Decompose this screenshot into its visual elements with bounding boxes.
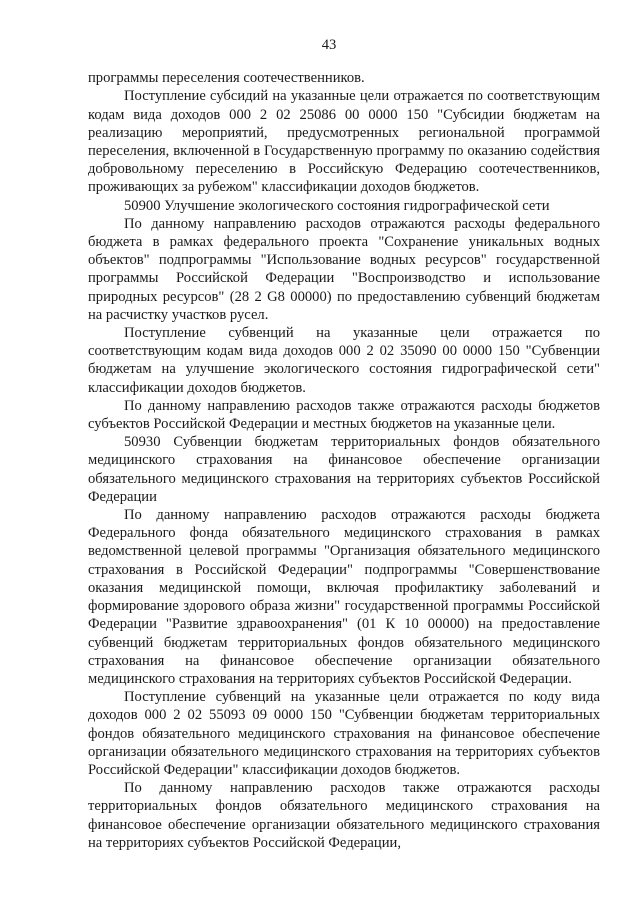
paragraph: 50930 Субвенции бюджетам территориальных фондов обязательного медицинского страхования на финансовое обеспечение организации обязательного медицинского страхования на территориях субъектов Российской Федерации xyxy=(88,434,600,505)
paragraph: По данному направлению расходов также отражаются расходы территориальных фондов обязательного медицинского страхования на финансовое обеспечение организации обязательного медицинского страхования на территориях субъектов Российской Федерации, xyxy=(88,780,600,851)
page-number: 43 xyxy=(321,37,337,53)
paragraph-list xyxy=(88,69,600,852)
paragraph: По данному направлению расходов отражаются расходы федерального бюджета в рамках федерального проекта "Сохранение уникальных водных объектов" подпрограммы "Использование водных ресурсов" государственной программы Российской Федерации "Воспроизводство и использование природных ресурсов" (28 2 G8 00000) по предоставлению субвенций бюджетам на расчистку участков русел. xyxy=(88,215,600,323)
paragraph: программы переселения соотечественников. xyxy=(88,70,365,87)
paragraph: Поступление субвенций на указанные цели отражается по коду вида доходов 000 2 02 55093 09 0000 150 "Субвенции бюджетам территориальных фондов обязательного медицинского страхования на финансовое обеспечение организации обязательного медицинского страхования на территориях субъектов Российской Федерации" классификации доходов бюджетов. xyxy=(88,689,600,778)
paragraph: 50900 Улучшение экологического состояния гидрографической сети xyxy=(124,197,550,214)
paragraph: Поступление субвенций на указанные цели отражается по соответствующим кодам вида доходов 000 2 02 35090 00 0000 150 "Субвенции бюджетам на улучшение экологического состояния гидрографической сети" классификации доходов бюджетов. xyxy=(88,325,600,396)
paragraph: По данному направлению расходов также отражаются расходы бюджетов субъектов Российской Федерации и местных бюджетов на указанные цели. xyxy=(88,397,600,433)
document-page xyxy=(88,36,600,852)
paragraph: Поступление субсидий на указанные цели отражается по соответствующим кодам вида доходов 000 2 02 25086 00 0000 150 "Субсидии бюджетам на реализацию мероприятий, предусмотренных региональной программой переселения, включенной в Государственную программу по оказанию содействия добровольному переселению в Российскую Федерацию соотечественников, проживающих за рубежом" классификации доходов бюджетов. xyxy=(88,88,600,196)
paragraph: По данному направлению расходов отражаются расходы бюджета Федерального фонда обязательного медицинского страхования в рамках ведомственной целевой программы "Организация обязательного медицинского страхования в Российской Федерации" подпрограммы "Совершенствование оказания медицинской помощи, включая профилактику заболеваний и формирование здорового образа жизни" государственной программы Российской Федерации "Развитие здравоохранения" (01 К 10 00000) на предоставление субвенций бюджетам территориальных фондов обязательного медицинского страхования на финансовое обеспечение организации обязательного медицинского страхования на территориях субъектов Российской Федерации. xyxy=(88,507,600,687)
